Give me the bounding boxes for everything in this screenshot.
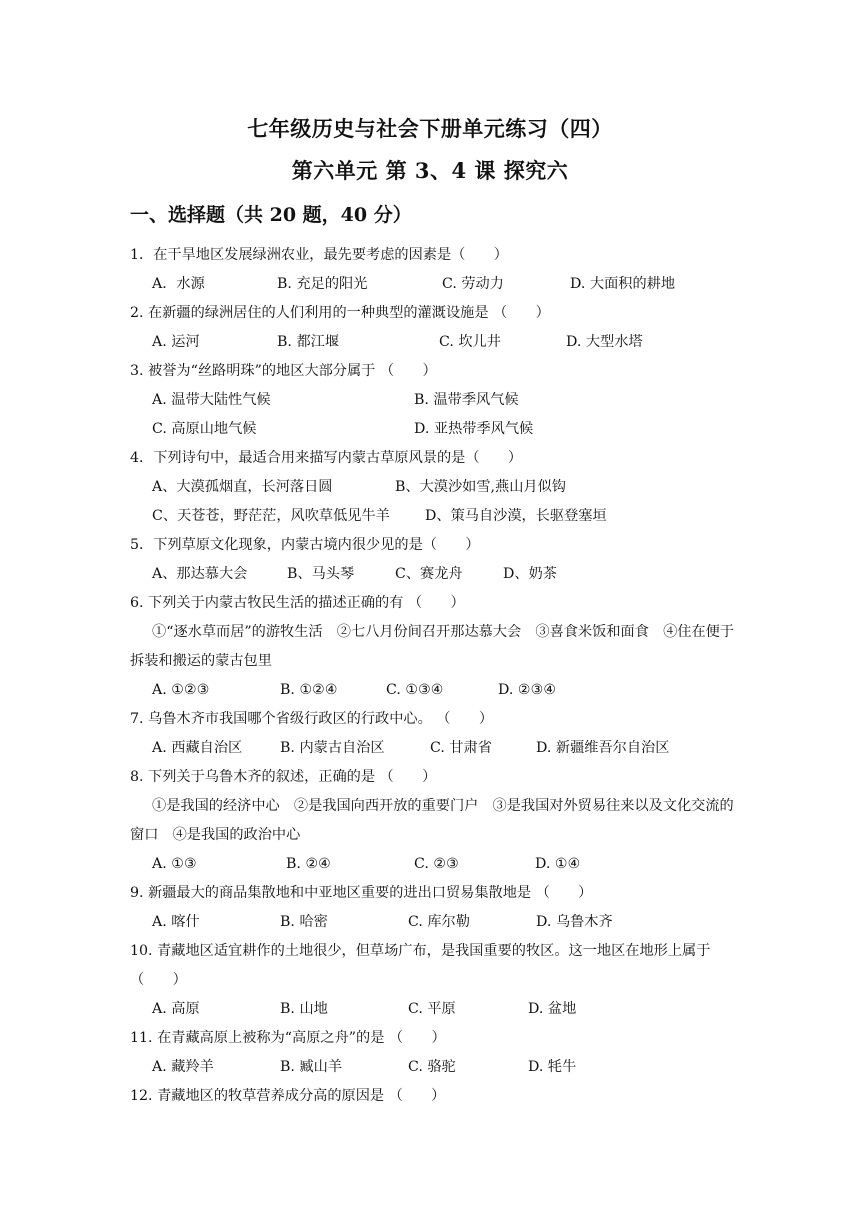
options-row [130, 850, 740, 879]
option-d: D. 盆地 [528, 1001, 577, 1017]
question-6 [130, 589, 740, 705]
option-d: D. 牦牛 [528, 1059, 577, 1075]
question-9 [130, 879, 740, 937]
option-b: B. 内蒙古自治区 [280, 740, 385, 756]
option-c: C. ①③④ [386, 682, 444, 698]
options-row [130, 328, 740, 357]
question-stem: 10. 青藏地区适宜耕作的土地很少，但草场广布，是我国重要的牧区。这一地区在地形上属于 （ ） [130, 943, 711, 988]
question-stem: 1．在干旱地区发展绿洲农业，最先要考虑的因素是（ ） [130, 247, 508, 263]
option-c: C、赛龙舟 [395, 566, 463, 582]
option-d: D. 乌鲁木齐 [536, 914, 613, 930]
options-row [130, 502, 740, 531]
options-row [130, 386, 740, 415]
option-c: C. ②③ [414, 856, 459, 872]
option-d: D. 大型水塔 [566, 334, 643, 350]
question-3 [130, 357, 740, 444]
option-b: B、大漠沙如雪,燕山月似钩 [395, 479, 566, 495]
question-5 [130, 531, 740, 589]
option-b: B. ①②④ [280, 682, 338, 698]
option-a: A. 喀什 [152, 914, 200, 930]
question-list [130, 241, 740, 1111]
question-stem: 9. 新疆最大的商品集散地和中亚地区重要的进出口贸易集散地是 （ ） [130, 885, 593, 901]
question-7 [130, 705, 740, 763]
options-row [130, 908, 740, 937]
statement-list: ①“逐水草而居”的游牧生活 ②七八月份间召开那达慕大会 ③喜食米饭和面食 ④住在便于拆装和搬运的蒙古包里 [130, 624, 735, 669]
option-b: B、马头琴 [287, 566, 355, 582]
page-title: 七年级历史与社会下册单元练习（四） [247, 116, 613, 141]
option-b: B. 山地 [280, 1001, 328, 1017]
option-b: B. ②④ [286, 856, 331, 872]
option-d: D. 亚热带季风气候 [414, 421, 534, 437]
question-8 [130, 763, 740, 879]
options-row [130, 270, 740, 299]
question-stem: 5．下列草原文化现象，内蒙古境内很少见的是（ ） [130, 537, 480, 553]
options-row [130, 415, 740, 444]
option-a: A. 温带大陆性气候 [152, 392, 271, 408]
page-subtitle: 第六单元 第 3、4 课 探究六 [291, 158, 569, 183]
option-a: A. 西藏自治区 [152, 740, 243, 756]
option-a: A. 运河 [152, 334, 200, 350]
options-row [130, 676, 740, 705]
question-stem: 6. 下列关于内蒙古牧民生活的描述正确的有 （ ） [130, 595, 465, 611]
option-d: D、策马自沙漠，长驱登塞垣 [425, 508, 607, 524]
option-a: A. ①②③ [152, 682, 210, 698]
option-a: A. 高原 [152, 1001, 200, 1017]
question-stem: 12. 青藏地区的牧草营养成分高的原因是 （ ） [130, 1088, 446, 1104]
option-b: B. 哈密 [280, 914, 328, 930]
option-c: C. 甘肃省 [430, 740, 492, 756]
question-stem: 3. 被誉为“丝路明珠”的地区大部分属于 （ ） [130, 363, 437, 379]
option-d: D、奶茶 [503, 566, 557, 582]
option-c: C. 平原 [408, 1001, 456, 1017]
options-row [130, 995, 740, 1024]
option-a: A．水源 [152, 276, 205, 292]
option-d: D. ①④ [535, 856, 581, 872]
question-12 [130, 1082, 740, 1111]
option-c: C. 劳动力 [442, 276, 504, 292]
option-d: D. 新疆维吾尔自治区 [536, 740, 670, 756]
question-11 [130, 1024, 740, 1082]
question-stem: 8. 下列关于乌鲁木齐的叙述，正确的是 （ ） [130, 769, 437, 785]
option-b: B. 充足的阳光 [277, 276, 368, 292]
options-row [130, 1053, 740, 1082]
option-a: A、那达慕大会 [152, 566, 248, 582]
question-stem: 11. 在青藏高原上被称为“高原之舟”的是 （ ） [130, 1030, 446, 1046]
option-b: B. 臧山羊 [280, 1059, 343, 1075]
option-a: A. ①③ [152, 856, 197, 872]
option-d: D. 大面积的耕地 [570, 276, 676, 292]
options-row [130, 473, 740, 502]
question-10 [130, 937, 740, 1024]
question-2 [130, 299, 740, 357]
question-stem: 7. 乌鲁木齐市我国哪个省级行政区的行政中心。 （ ） [130, 711, 494, 727]
option-c: C、天苍苍，野茫茫，风吹草低见牛羊 [152, 508, 390, 524]
question-1 [130, 241, 740, 299]
question-4 [130, 444, 740, 531]
option-c: C. 坎儿井 [439, 334, 501, 350]
option-c: C. 高原山地气候 [152, 421, 257, 437]
option-d: D. ②③④ [498, 682, 557, 698]
option-c: C. 骆驼 [408, 1059, 456, 1075]
options-row [130, 734, 740, 763]
statement-list: ①是我国的经济中心 ②是我国向西开放的重要门户 ③是我国对外贸易往来以及文化交流的窗口 ④是我国的政治中心 [130, 798, 734, 843]
option-c: C. 库尔勒 [408, 914, 470, 930]
option-b: B. 都江堰 [277, 334, 340, 350]
option-a: A、大漠孤烟直，长河落日圆 [152, 479, 333, 495]
question-stem: 4．下列诗句中，最适合用来描写内蒙古草原风景的是（ ） [130, 450, 523, 466]
question-stem: 2. 在新疆的绿洲居住的人们利用的一种典型的灌溉设施是 （ ） [130, 305, 550, 321]
options-row [130, 560, 740, 589]
option-a: A. 藏羚羊 [152, 1059, 214, 1075]
option-b: B. 温带季风气候 [414, 392, 519, 408]
section-heading: 一、选择题（共 20 题，40 分） [130, 204, 412, 226]
